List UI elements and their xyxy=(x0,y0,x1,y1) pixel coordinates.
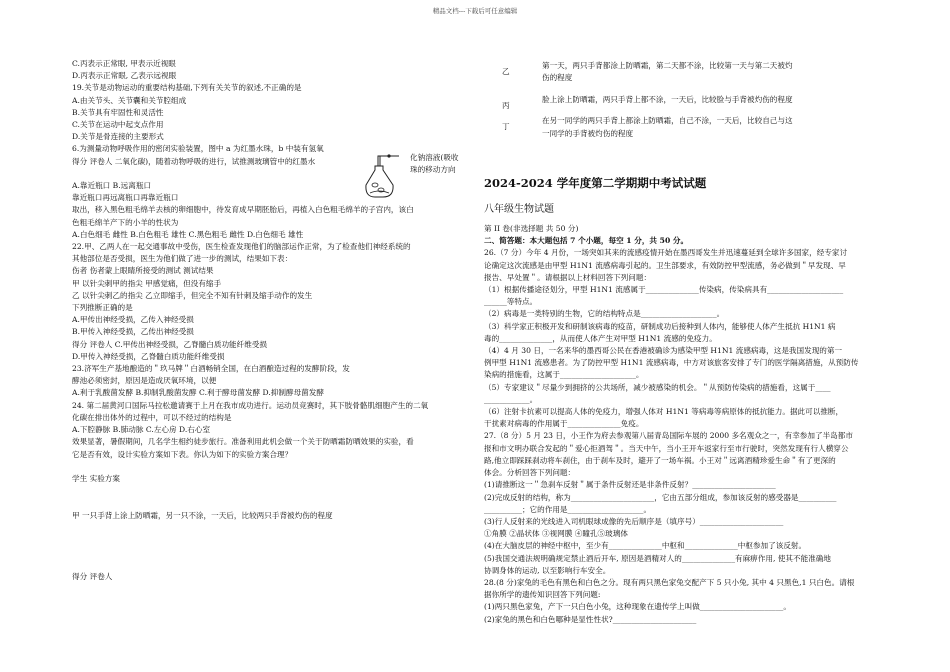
left-text-line xyxy=(72,534,472,546)
right-text-line: ①角膜 ②晶状体 ③视网膜 ④瞳孔⑤玻璃体 xyxy=(484,529,628,539)
left-text-line: 乙 以针尖刺乙的指尖 乙立即缩手，但完全不知有针刺及缩手动作的发生 xyxy=(72,290,313,300)
left-text-line: A.甲传出神经受损，乙传入神经受损 xyxy=(72,315,194,325)
left-text-line: D.丙表示正常眼, 乙表示远视眼 xyxy=(72,71,177,81)
right-text-line: （6）注射卡抗素可以提高人体的免疫力，增强人体对 H1N1 等病毒等病原体的抵抗能力。据此可以推断， xyxy=(484,407,844,417)
left-text-line: 得分 评卷人 C.甲传出神经受损，乙脊髓白质功能纤维受损 xyxy=(72,339,268,349)
left-text-line: 学生 实验方案 xyxy=(72,473,120,483)
left-text-line: D.关节是骨连接的主要形式 xyxy=(72,132,164,142)
apparatus-label: 化钠溶液(吸收 xyxy=(410,153,459,162)
left-text-line: 效果显著，暑假期间，几名学生相约徒步旅行。准备利用此机会做一个关于防晒霜防晒效果的实验，看 xyxy=(72,437,414,447)
right-text-line: （3）科学家正积极开发和研制该病毒的疫苗，研制成功后接种到人体内，能够使人体产生抵抗 H1N1 病 xyxy=(484,321,836,331)
left-text-line xyxy=(72,485,472,497)
right-text-line: 二、简答题：本大题包括 7 个小题，每空 1 分，共 50 分。 xyxy=(484,236,689,246)
left-text-line xyxy=(72,558,472,570)
right-text-line: ______等特点。 xyxy=(484,297,538,307)
right-text-line: 染病的措施看，这属于____________________。 xyxy=(484,370,644,380)
right-text-line: ____________。 xyxy=(484,394,538,404)
left-text-line: 色粗毛绵羊产下的小羊的性状为 xyxy=(72,217,179,227)
student-cell: 乙 xyxy=(502,67,510,76)
right-text-line: 体会。分析回答下列问题： xyxy=(484,468,576,478)
left-text-line: A.靠近瓶口 B.远离瓶口 xyxy=(72,181,152,191)
right-text-line: （5）专家建议＂尽量少到拥挤的公共场所，减少被感染的机会。＂从预防传染病的措施看，这属于____ xyxy=(484,382,831,392)
left-text-line: D.甲传入神经受损，乙脊髓白质功能纤维受损 xyxy=(72,351,225,361)
respiration-apparatus-diagram xyxy=(365,153,405,201)
right-text-line: (2)家兔的黑色和白色哪种是显性性状?______________________ xyxy=(484,614,697,624)
right-text-line: 第 II 卷(非选择题 共 50 分) xyxy=(484,224,579,234)
right-column xyxy=(484,60,876,626)
table-row xyxy=(484,115,876,149)
plan-text: 在另一同学的两只手背上都涂上防晒霜，自己不涂，一天后，比较自己与这 xyxy=(542,116,793,126)
left-text-line xyxy=(72,461,472,473)
sunscreen-plan-table xyxy=(484,60,876,149)
left-text-line: 取出，移入黑色粗毛绵羊去核的卵细胞中，待发育成早期胚胎后，再植入白色粗毛绵羊的子宫内，该白 xyxy=(72,205,414,215)
left-text-line xyxy=(72,522,472,534)
left-text-line: 伤者 伤者蒙上眼睛所接受的测试 测试结果 xyxy=(72,266,214,276)
left-text-line: 23.济军生产基地酿造的＂玖马牌＂白酒畅销全国，在白酒酿造过程的发酵阶段，发 xyxy=(72,364,350,374)
exam-subtitle: 八年级生物试题 xyxy=(484,204,554,216)
plan-text: 伤的程度 xyxy=(542,73,573,83)
table-row xyxy=(484,94,876,115)
left-text-line: 19.关节是动物运动的重要结构基础,下列有关关节的叙述,不正确的是 xyxy=(72,83,302,93)
right-text-line: (5)我国交通法规明确规定禁止酒后开车, 原因是酒精对人的______________有麻痹作用, 使其不能准确地 xyxy=(484,553,831,563)
table-row xyxy=(484,60,876,94)
student-cell: 丙 xyxy=(502,100,510,110)
left-text-line: 得分 评卷人 二氧化碳)，随着动物呼吸的进行，试推测玻璃管中的红墨水 xyxy=(72,156,316,166)
left-text-line xyxy=(72,546,472,558)
right-text-line: 报告、早处置＂。请根据以上材料回答下列问题： xyxy=(484,272,652,282)
left-text-line: 24. 第二届黄河口国际马拉松邀请赛于上月在我市成功进行。运动员竞赛时，其下肢骨骼肌细胞产生的二氧 xyxy=(72,400,429,410)
left-text-line: 化碳在排出体外的过程中，可以不经过的结构是 xyxy=(72,412,232,422)
right-text-line: 27.（8 分）5 月 23 日，小王作为府去参观第八届青岛国际车展的 2000 多名观众之一，有幸参加了半岛都市 xyxy=(484,431,853,441)
right-text-line: 毒的______________，从而使人体产生对甲型 H1N1 流感的免疫力。 xyxy=(484,333,717,343)
left-text-line: A.白色细毛 雌性 B.白色粗毛 雄性 C.黑色粗毛 雌性 D.白色细毛 雄性 xyxy=(72,229,304,239)
plan-cell xyxy=(542,115,876,149)
right-text-line: 论确定这次流感是由甲型 H1N1 流感病毒引起的。卫生部要求，有效防控甲型流感，务必做到＂早发现、早 xyxy=(484,260,846,270)
left-text-line: 它是否有效，设计实验方案如下表。你认为如下的实验方案合理？ xyxy=(72,449,293,459)
right-text-line: （2）病毒是一类特别的生物，它的结构特点是____________________。 xyxy=(484,309,725,319)
plan-cell xyxy=(542,60,876,94)
plan-text: 一同学的手背被灼伤的程度 xyxy=(542,128,634,138)
right-text-line: 据你所学的遗传知识回答下列问题: xyxy=(484,590,601,600)
left-text-line: C.关节在运动中起支点作用 xyxy=(72,120,164,130)
plan-text: 脸上涂上防晒霜，两只手背上都不涂，一天后，比较脸与手背被灼伤的程度 xyxy=(542,94,793,104)
right-text-line: (3)行人反射来的光线进入司机眼球成像的先后顺序是（填序号）______________________ xyxy=(484,516,784,526)
left-text-line: 靠近瓶口再远离瓶口再靠近瓶口 xyxy=(72,193,179,203)
right-text-line: （4）4 月 30 日，一名来华的墨西哥公民在香港被确诊为感染甲型 H1N1 流感病毒，这是我国发现的第一 xyxy=(484,346,843,356)
left-text-line: 其他部位是否受损，医生为他们做了进一步的测试，结果如下表： xyxy=(72,254,293,264)
left-text-line: 22.甲、乙两人在一起交通事故中受伤，医生检查发现他们的脑部运作正常，为了检查他们神经系统的 xyxy=(72,242,411,252)
plan-text: 第一天，两只手背都涂上防晒霜，第二天都不涂，比较第一天与第二天被灼 xyxy=(542,61,793,70)
left-text-line: A.由关节头、关节囊和关节腔组成 xyxy=(72,95,187,105)
right-text-line: (1)两只黑色家兔，产下一只白色小兔，这种现象在遗传学上叫做______________________。 xyxy=(484,602,791,612)
right-text-line: __________；它的作用是____________________。 xyxy=(484,504,652,514)
student-cell: 丁 xyxy=(502,122,510,132)
right-text-line: (2)完成反射的结构，称为______________________，它由五部分组成，参加该反射的感受器是__________ xyxy=(484,492,837,502)
right-text-line: 报和市文明办联合发起的＂爱心拒酒驾＂。当天中午，当小王开车返家行至市行驶时，突然发现有行人横穿公 xyxy=(484,443,849,453)
right-text-line: 例甲型 H1N1 流感患者。为了防控甲型 H1N1 流感病毒，中方对该旅客安排了专门的医学隔离措施，从预防传 xyxy=(484,358,859,368)
left-column xyxy=(72,58,472,583)
left-text-line: 6.为测量动物呼吸作用的密闭实验装置，图中 a 为红墨水珠，b 中装有氢氧 xyxy=(72,144,324,154)
right-text-line: （1）根据传播途径划分，甲型 H1N1 流感属于______________传染病，传染病具有____________________ xyxy=(484,285,844,295)
left-text-line: 甲 一只手背上涂上防晒霜，另一只不涂，一天后，比较两只手背被灼伤的程度 xyxy=(72,510,333,520)
left-text-line: C.丙表示正常眼, 甲表示近视眼 xyxy=(72,59,176,68)
right-text-line: 28.(8 分)家兔的毛色有黑色和白色之分。现有两只黑色家兔交配产下 5 只小兔, 其中 4 只黑色,1 只白色。请根 xyxy=(484,577,855,587)
right-text-line: 路,他立即踩踩刹动将车刹住，由于刹车及时，避开了一场车祸。小王对＂远离酒精珍爱生命＂有了更深的 xyxy=(484,455,836,465)
page-header: 精品文档---下载后可任意编辑 xyxy=(432,7,518,15)
left-text-line: 下列推断正确的是 xyxy=(72,303,133,313)
exam-title: 2024-2024 学年度第二学期期中考试试题 xyxy=(484,176,707,191)
right-text-line: 协调身体的运动, 以至影响行车安全。 xyxy=(484,565,611,575)
left-text-line: 酵池必须密封，原因是造成厌氧环境，以便 xyxy=(72,376,217,386)
left-text-line: 甲 以针尖刺甲的指尖 甲感觉痛，但没有缩手 xyxy=(72,278,222,288)
left-text-line: B.关节具有牢固性和灵活性 xyxy=(72,107,164,117)
right-text-line: 26.（7 分）今年 4 月份，一场突如其来的流感疫情开始在墨西哥发生并迅速蔓延到全球许多国家，经专家讨 xyxy=(484,248,848,258)
right-text-line: (4)在大脑皮层的神经中枢中，至少有______________中枢和______________中枢参加了该反射。 xyxy=(484,541,807,551)
left-text-line xyxy=(72,497,472,509)
right-text-line: (1)请推断这一＂急刹车反射＂属于条件反射还是非条件反射？______________________ xyxy=(484,480,776,490)
apparatus-label-2: 珠的移动方向 xyxy=(410,165,456,174)
left-text-line: A.利于乳酸菌发酵 B.抑制乳酸菌发酵 C.利于酵母菌发酵 D.抑制酵母菌发酵 xyxy=(72,388,324,398)
left-text-line: A.下腔静脉 B.肺动脉 C.左心房 D.右心室 xyxy=(72,425,211,435)
plan-cell xyxy=(542,94,876,115)
right-text-line: 干扰素对病毒的作用属于______________免疫。 xyxy=(484,419,644,429)
left-text-line: B.甲传入神经受损，乙传出神经受损 xyxy=(72,327,194,337)
right-text xyxy=(484,223,876,626)
left-text-line: 得分 评卷人 xyxy=(72,571,113,581)
